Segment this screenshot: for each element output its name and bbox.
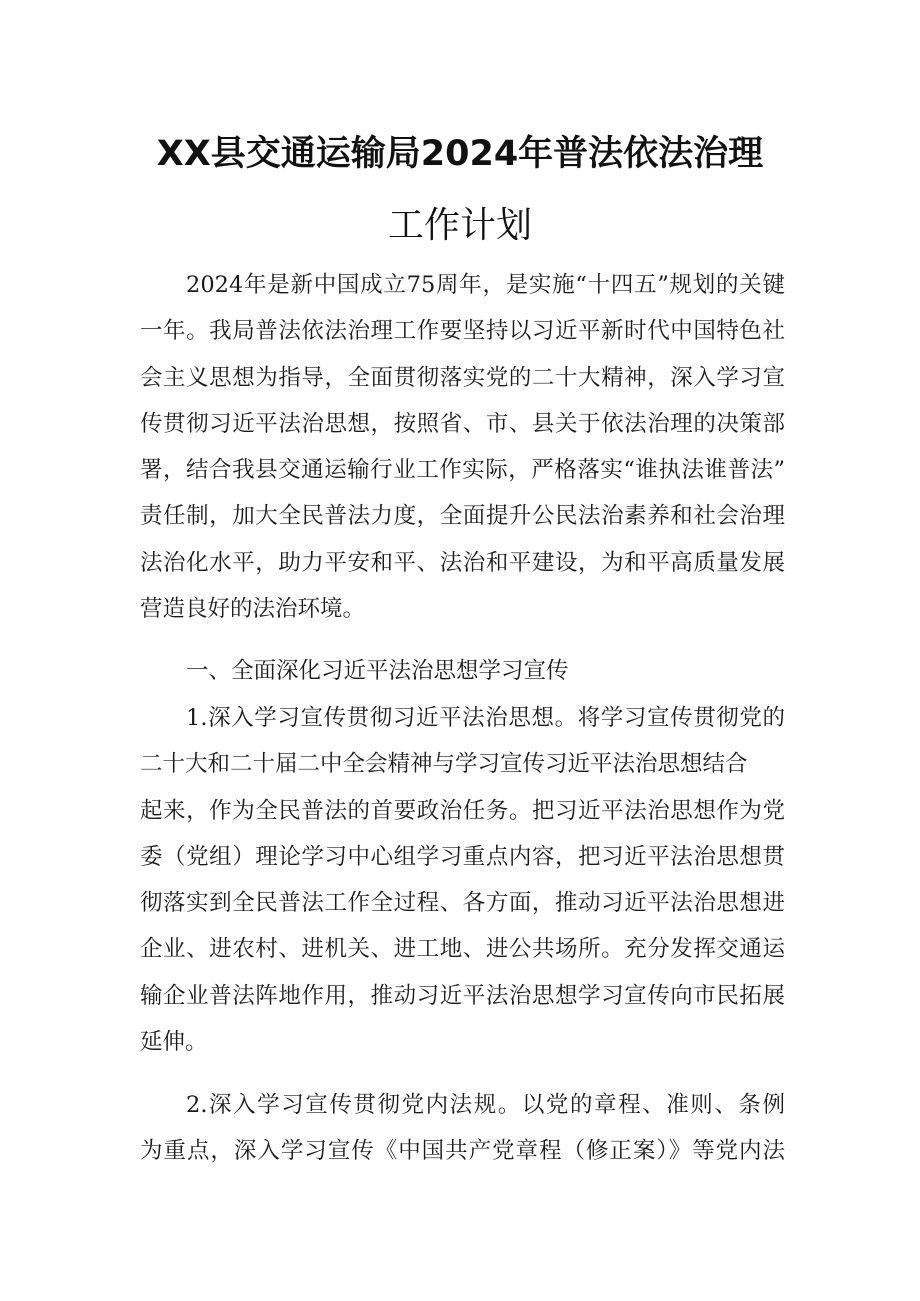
intro-line: 署，结合我县交通运输行业工作实际，严格落实“谁执法谁普法” bbox=[140, 457, 785, 484]
item-2-line: 2.深入学习宣传贯彻党内法规。以党的章程、准则、条例 bbox=[186, 1092, 785, 1118]
section-1-heading-block bbox=[140, 648, 785, 694]
item-2-line: 为重点，深入学习宣传《中国共产党章程（修正案）》等党内法 bbox=[140, 1138, 785, 1165]
intro-line: 责任制，加大全民普法力度，全面提升公民法治素养和社会治理 bbox=[140, 503, 785, 530]
item-1-paragraph bbox=[140, 695, 785, 1065]
item-1-line: 企业、进农村、进机关、进工地、进公共场所。充分发挥交通运 bbox=[140, 936, 785, 963]
intro-line: 法治化水平，助力平安和平、法治和平建设，为和平高质量发展 bbox=[140, 549, 785, 576]
document-title-line-1: XX县交通运输局2024年普法依法治理 bbox=[156, 134, 764, 174]
item-1-line: 彻落实到全民普法工作全过程、各方面，推动习近平法治思想进 bbox=[140, 890, 785, 917]
item-1-line: 延伸。 bbox=[140, 1029, 208, 1056]
intro-line: 传贯彻习近平法治思想，按照省、市、县关于依法治理的决策部 bbox=[140, 410, 785, 437]
item-1-line: 委（党组）理论学习中心组学习重点内容，把习近平法治思想贯 bbox=[140, 843, 785, 870]
document-title-line-2: 工作计划 bbox=[387, 205, 532, 246]
item-1-line: 输企业普法阵地作用，推动习近平法治思想学习宣传向市民拓展 bbox=[140, 982, 785, 1009]
section-1-heading: 一、全面深化习近平法治思想学习宣传 bbox=[186, 658, 569, 684]
intro-paragraph bbox=[140, 262, 785, 632]
item-1-line: 二十大和二十届二中全会精神与学习宣传习近平法治思想结合 bbox=[140, 751, 748, 778]
intro-line: 会主义思想为指导，全面贯彻落实党的二十大精神，深入学习宣 bbox=[140, 364, 785, 391]
item-1-line: 1.深入学习宣传贯彻习近平法治思想。将学习宣传贯彻党的 bbox=[186, 705, 785, 731]
intro-line: 一年。我局普法依法治理工作要坚持以习近平新时代中国特色社 bbox=[140, 318, 785, 345]
item-2-paragraph bbox=[140, 1082, 785, 1175]
item-1-line: 起来，作为全民普法的首要政治任务。把习近平法治思想作为党 bbox=[140, 797, 785, 824]
intro-line: 2024年是新中国成立75周年，是实施“十四五”规划的关键 bbox=[186, 272, 785, 298]
intro-line: 营造良好的法治环境。 bbox=[140, 596, 366, 623]
